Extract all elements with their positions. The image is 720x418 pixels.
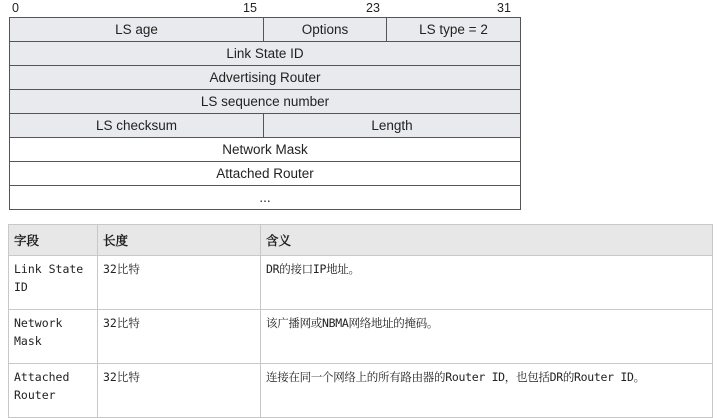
cell-length: 32比特 xyxy=(98,310,261,364)
field-ls-checksum: LS checksum xyxy=(95,118,178,133)
table-row xyxy=(9,256,713,310)
packet-row-link-state-id xyxy=(10,41,520,65)
cell-length: 32比特 xyxy=(98,256,261,310)
cell-length: 32比特 xyxy=(98,364,261,418)
network-lsa-packet-diagram xyxy=(9,17,521,210)
packet-row-sequence-number xyxy=(10,89,520,113)
packet-row-checksum-length xyxy=(10,113,520,137)
field-length: Length xyxy=(263,114,520,137)
bit-label-31: 31 xyxy=(497,1,511,15)
field-ellipsis: ... xyxy=(259,190,271,205)
field-network-mask: Network Mask xyxy=(222,142,308,157)
packet-row-network-mask xyxy=(10,137,520,161)
cell-field: Attached Router xyxy=(9,364,98,418)
field-ls-sequence-number: LS sequence number xyxy=(200,94,330,109)
table-row xyxy=(9,310,713,364)
field-options: Options xyxy=(263,18,386,41)
field-ls-age: LS age xyxy=(115,22,158,37)
field-attached-router: Attached Router xyxy=(216,166,314,181)
cell-meaning: 该广播网或NBMA网络地址的掩码。 xyxy=(261,310,713,364)
packet-row-header xyxy=(10,17,520,41)
cell-meaning: 连接在同一个网络上的所有路由器的Router ID，也包括DR的Router ID。 xyxy=(261,364,713,418)
header-length: 长度 xyxy=(98,225,261,256)
table-row xyxy=(9,364,713,418)
header-meaning: 含义 xyxy=(261,225,713,256)
bit-ruler xyxy=(0,1,540,15)
field-description-table xyxy=(8,224,713,418)
field-ls-type: LS type = 2 xyxy=(386,18,520,41)
cell-meaning: DR的接口IP地址。 xyxy=(261,256,713,310)
bit-label-15: 15 xyxy=(243,1,257,15)
packet-row-ellipsis xyxy=(10,185,520,210)
field-advertising-router: Advertising Router xyxy=(209,70,321,85)
table-header-row xyxy=(9,225,713,256)
bit-label-0: 0 xyxy=(12,1,19,15)
field-link-state-id: Link State ID xyxy=(226,46,304,61)
cell-field: Network Mask xyxy=(9,310,98,364)
bit-label-23: 23 xyxy=(366,1,380,15)
cell-field: Link State ID xyxy=(9,256,98,310)
packet-row-attached-router xyxy=(10,161,520,185)
packet-row-advertising-router xyxy=(10,65,520,89)
header-field: 字段 xyxy=(9,225,98,256)
